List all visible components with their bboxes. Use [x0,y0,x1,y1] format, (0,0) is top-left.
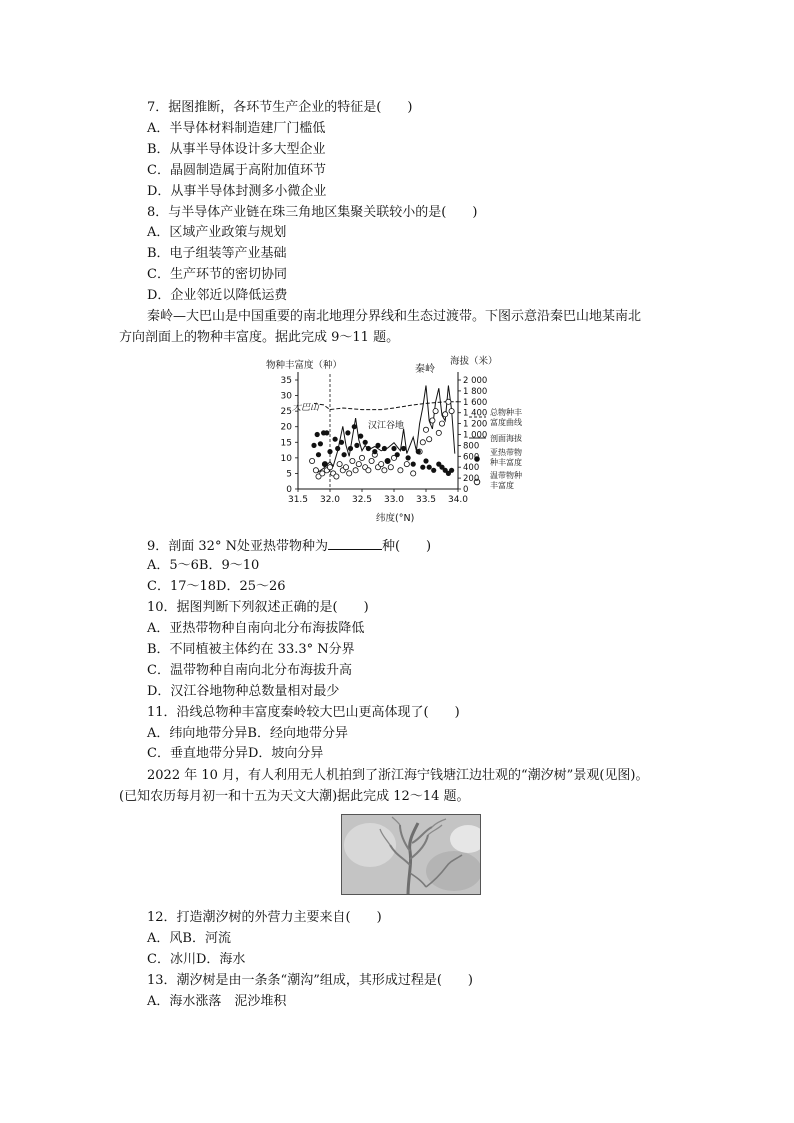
subtropical-point [372,449,377,454]
y-tick-label: 20 [280,422,292,433]
q13-stem: 13．潮汐树是由一条条“潮沟”组成，其形成过程是( ) [147,973,473,988]
tidal-tree-photo [341,814,481,895]
subtropical-point [423,458,428,463]
q10-stem: 10．据图判断下列叙述正确的是( ) [147,600,369,615]
species-richness-chart [258,352,558,524]
q7-option-b: B．从事半导体设计多大型企业 [147,142,326,157]
subtropical-point [354,443,359,448]
y-tick-label: 10 [280,453,292,464]
q9-options-ab: A．5～6B．9～10 [147,558,260,573]
y2-tick-label: 1 000 [463,430,488,441]
subtropical-point [427,465,432,470]
subtropical-point [318,441,323,446]
y2-tick-label: 200 [463,474,480,485]
subtropical-point [411,462,416,467]
subtropical-point [406,455,411,460]
q12-options-cd: C．冰川D．海水 [147,952,246,967]
temperate-point [411,471,416,476]
y2-tick-label: 1 200 [463,419,488,430]
subtropical-point [324,430,329,435]
right-axis-title: 海拔（米） [450,356,498,367]
subtropical-point [335,446,340,451]
q13-option-a: A．海水涨落 泥沙堆积 [147,994,287,1009]
subtropical-point [391,446,396,451]
temperate-point [430,418,435,423]
temperate-point [404,462,409,467]
subtropical-point [401,446,406,451]
legend-subtropical-label-1: 亚热带物 [490,448,522,457]
temperate-point [327,465,332,470]
q8-stem: 8．与半导体产业链在珠三角地区集聚关联较小的是( ) [147,205,478,220]
temperate-point [337,462,342,467]
q9-options-cd: C．17～18D．25～26 [147,579,286,594]
legend-elevation-label: 剖面海拔 [490,434,522,443]
x-tick-label: 34.0 [447,495,469,505]
intro-qinba-line1: 秦岭—大巴山是中国重要的南北地理分界线和生态过渡带。下图示意沿秦巴山地某南北 [147,309,642,324]
subtropical-point [395,452,400,457]
q8-option-c: C．生产环节的密切协同 [147,267,287,282]
temperate-point [359,455,364,460]
temperate-point [343,465,348,470]
x-tick-label: 33.5 [415,495,437,505]
subtropical-point [449,468,454,473]
y2-tick-label: 0 [463,485,469,495]
x-tick-label: 33.0 [383,495,405,505]
temperate-point [449,409,454,414]
subtropical-point [342,452,347,457]
subtropical-point [420,465,425,470]
q10-option-b: B．不同植被主体约在 33.3° N分界 [147,642,355,657]
q8-option-d: D．企业邻近以降低运费 [147,288,288,303]
temperate-point [436,430,441,435]
subtropical-point [348,446,353,451]
q7-option-d: D．从事半导体封测多小微企业 [147,184,327,199]
x-tick-label: 31.5 [287,495,309,505]
intro-tidal-tree-line2: (已知农历每月初一和十五为天文大潮)据此完成 12～14 题。 [119,789,470,804]
temperate-point [379,462,384,467]
subtropical-point [322,462,327,467]
q9-stem [147,537,431,555]
subtropical-point [315,432,320,437]
temperate-point [420,440,425,445]
subtropical-point [311,443,316,448]
q10-option-a: A．亚热带物种自南向北分布海拔降低 [147,621,365,636]
legend-temperate-label-1: 温带物种 [490,471,522,480]
subtropical-point [333,437,338,442]
left-axis-title: 物种丰富度（种） [266,360,343,371]
x-tick-label: 32.0 [319,495,341,505]
temperate-point [398,468,403,473]
y-tick-label: 15 [280,438,292,449]
q9-stem-b: 种( ) [381,539,432,554]
y-tick-label: 0 [286,485,292,495]
y-tick-label: 30 [280,391,292,402]
temperate-point [356,462,361,467]
label-dabashan: 大巴山 [292,403,320,413]
intro-tidal-tree-line1: 2022 年 10 月，有人利用无人机拍到了浙江海宁钱塘江边壮观的“潮汐树”景观(见图)。 [147,768,649,783]
legend-total-label-2: 富度曲线 [490,418,522,427]
temperate-point [310,458,315,463]
subtropical-point [316,452,321,457]
y2-tick-label: 400 [463,463,480,474]
label-qinling: 秦岭 [415,364,435,375]
subtropical-point [431,468,436,473]
x-tick-label: 32.5 [351,495,373,505]
subtropical-point [385,458,390,463]
q11-stem: 11．沿线总物种丰富度秦岭较大巴山更高体现了( ) [147,705,460,720]
x-axis-title: 纬度(°N) [376,513,415,524]
temperate-point [350,458,355,463]
temperate-point [423,427,428,432]
q11-options-ab: A．纬向地带分异B．经向地带分异 [147,726,348,741]
label-hanjiang-valley: 汉江谷地 [368,421,405,431]
y-tick-label: 35 [280,376,292,386]
y2-tick-label: 600 [463,452,480,463]
q12-stem: 12．打造潮汐树的外营力主要来自( ) [147,910,382,925]
subtropical-point [345,430,350,435]
temperate-point [334,474,339,479]
q8-option-b: B．电子组装等产业基础 [147,246,287,261]
subtropical-point [352,424,357,429]
temperate-point [353,468,358,473]
legend-temperate-label-2: 丰富度 [490,481,514,490]
q12-options-ab: A．风B．河流 [147,931,231,946]
q7-stem: 7．据图推断，各环节生产企业的特征是( ) [147,100,413,115]
temperate-point [443,412,448,417]
y2-tick-label: 1 800 [463,386,488,397]
q9-stem-a: 9．剖面 32° N处亚热带物种为 [147,539,328,554]
q7-option-a: A．半导体材料制造建厂门槛低 [147,121,326,136]
subtropical-point [382,446,387,451]
legend-subtropical-label-2: 种丰富度 [490,458,522,467]
q11-options-cd: C．垂直地带分异D．坡向分异 [147,746,324,761]
subtropical-point [339,440,344,445]
q10-option-d: D．汉江谷地物种总数量相对最少 [147,684,340,699]
temperate-point [388,465,393,470]
y-tick-label: 25 [280,407,292,418]
subtropical-point [327,449,332,454]
q9-answer-blank[interactable] [328,537,382,550]
temperate-point [369,458,374,463]
subtropical-point [366,446,371,451]
temperate-point [433,409,438,414]
temperate-point [366,468,371,473]
legend-total-label-1: 总物种丰 [490,408,522,417]
q10-option-c: C．温带物种自南向北分布海拔升高 [147,663,352,678]
y2-tick-label: 1 400 [463,408,488,419]
temperate-point [347,471,352,476]
y2-tick-label: 1 600 [463,397,488,408]
subtropical-point [375,443,380,448]
subtropical-point [358,434,363,439]
q7-option-c: C．晶圆制造属于高附加值环节 [147,163,326,178]
temperate-point [439,421,444,426]
y2-tick-label: 800 [463,441,480,452]
temperate-point [313,468,318,473]
y-tick-label: 5 [286,469,292,480]
q8-option-a: A．区域产业政策与规划 [147,225,287,240]
y2-tick-label: 2 000 [463,376,488,386]
subtropical-point [416,449,421,454]
temperate-point [446,399,451,404]
intro-qinba-line2: 方向剖面上的物种丰富度。据此完成 9～11 题。 [119,330,400,345]
temperate-point [382,468,387,473]
subtropical-point [363,440,368,445]
temperate-point [427,437,432,442]
